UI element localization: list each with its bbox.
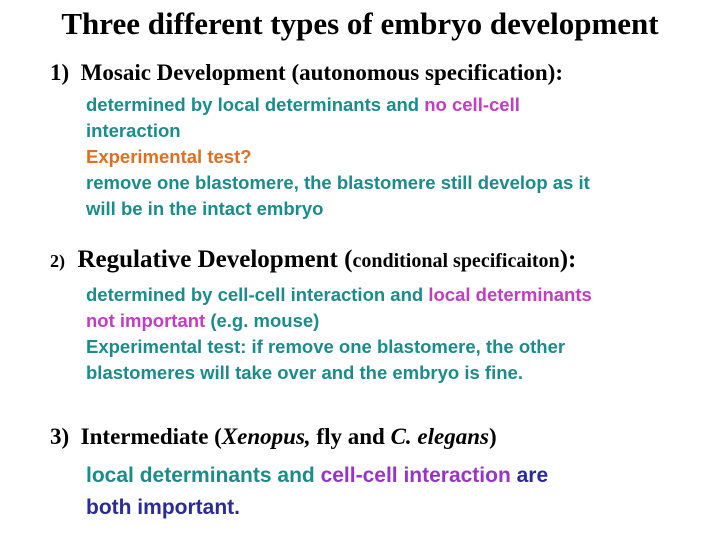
section1-title: Mosaic Development (autonomous specification): bbox=[80, 60, 563, 85]
section2-line2: not important (e.g. mouse) bbox=[86, 310, 320, 331]
section3-title: Intermediate (Xenopus, fly and C. elegans) bbox=[80, 424, 497, 449]
section1-line3: Experimental test? bbox=[86, 146, 252, 167]
section2-title: Regulative Development (conditional specificaiton): bbox=[77, 246, 577, 273]
section3-number: 3) bbox=[50, 424, 70, 449]
section1-line4: remove one blastomere, the blastomere still develop as it bbox=[86, 172, 590, 193]
section2-line3: Experimental test: if remove one blastomere, the other bbox=[86, 336, 566, 357]
section1-line2: interaction bbox=[86, 120, 181, 141]
slide-title: Three different types of embryo development bbox=[61, 6, 659, 41]
section1-line1: determined by local determinants and no cell-cell bbox=[86, 94, 520, 115]
section2-number: 2) bbox=[50, 251, 65, 271]
section3-body bbox=[86, 460, 548, 524]
section3-heading bbox=[50, 424, 497, 450]
section2-heading bbox=[50, 246, 576, 274]
section1-number: 1) bbox=[50, 60, 70, 85]
section3-line2: both important. bbox=[86, 496, 240, 519]
section1-heading bbox=[50, 60, 563, 86]
section1-body bbox=[86, 92, 590, 222]
section2-body bbox=[86, 282, 592, 386]
section3-line1: local determinants and cell-cell interaction are bbox=[86, 464, 549, 487]
section2-line1: determined by cell-cell interaction and local determinants bbox=[86, 284, 592, 305]
section1-line5: will be in the intact embryo bbox=[86, 198, 324, 219]
section2-line4: blastomeres will take over and the embryo is fine. bbox=[86, 362, 523, 383]
